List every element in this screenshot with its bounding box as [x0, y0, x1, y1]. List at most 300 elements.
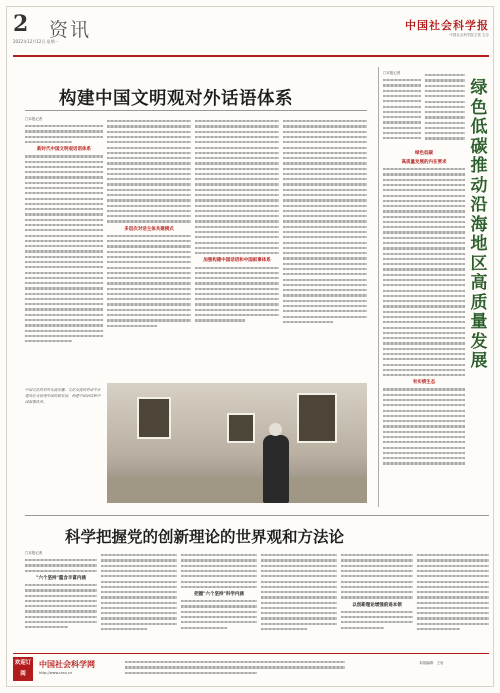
text-line — [341, 559, 413, 561]
article1-subhead-1: 新时代中国文明观话语体系 — [37, 147, 91, 153]
text-line — [417, 565, 489, 567]
text-line — [383, 132, 421, 134]
issue-date: 2022年12月12日 星期一 — [13, 39, 59, 44]
text-line — [383, 342, 465, 344]
brand-subtitle: 中国社会科学院主管 主办 — [449, 33, 489, 37]
text-line — [25, 287, 103, 289]
text-line — [107, 210, 191, 212]
text-line — [283, 242, 367, 244]
text-line — [283, 152, 367, 154]
text-line — [383, 111, 421, 113]
text-line — [25, 176, 103, 178]
text-line — [283, 252, 367, 254]
text-line — [383, 90, 421, 92]
text-line — [261, 591, 337, 593]
artwork-frame — [137, 397, 171, 439]
text-line — [383, 179, 465, 181]
text-line — [195, 303, 279, 305]
text-line — [417, 607, 489, 609]
text-line — [181, 581, 257, 583]
text-line — [341, 570, 413, 572]
text-line — [25, 589, 97, 591]
text-line — [25, 314, 103, 316]
text-line — [383, 415, 465, 417]
text-line — [283, 147, 367, 149]
text-line — [283, 136, 367, 138]
text-line — [25, 240, 103, 242]
section-rule — [25, 515, 489, 516]
text-line — [107, 303, 191, 305]
text-line — [383, 369, 465, 371]
text-line — [383, 305, 465, 307]
text-line — [283, 247, 367, 249]
text-line — [181, 575, 257, 577]
text-line — [283, 183, 367, 185]
text-line — [261, 612, 337, 614]
text-line — [195, 173, 279, 175]
text-line — [107, 256, 191, 258]
text-line — [425, 132, 465, 134]
text-line — [383, 284, 465, 286]
text-line — [25, 319, 103, 321]
text-line — [25, 245, 103, 247]
text-line — [107, 267, 191, 269]
text-line — [195, 319, 245, 321]
text-line — [417, 617, 489, 619]
text-line — [341, 554, 413, 556]
text-line — [107, 125, 191, 127]
text-line — [25, 282, 103, 284]
sidebar-vertical-title: 绿色低碳推动沿海地区高质量发展 — [470, 78, 488, 371]
text-line — [107, 147, 191, 149]
text-line — [25, 293, 103, 295]
text-line — [195, 178, 279, 180]
text-line — [125, 672, 257, 674]
headline-rule — [25, 110, 367, 111]
text-line — [417, 581, 489, 583]
article2-headline: 科学把握党的创新理论的世界观和方法论 — [65, 528, 345, 546]
article2-byline: □本报记者 — [25, 551, 43, 555]
artwork-frame — [227, 413, 255, 443]
article1-col-3 — [195, 117, 279, 325]
text-line — [107, 183, 191, 185]
text-line — [25, 208, 103, 210]
gallery-floor — [107, 477, 367, 503]
text-line — [383, 95, 421, 97]
text-line — [181, 600, 257, 602]
footer-editor: 本版编辑：王岩 — [419, 661, 444, 665]
text-line — [25, 261, 103, 263]
text-line — [25, 595, 97, 597]
text-line — [195, 220, 279, 222]
text-line — [181, 616, 257, 618]
article2-col-3 — [181, 551, 257, 632]
text-line — [425, 111, 465, 113]
text-line — [383, 205, 465, 207]
text-line — [417, 559, 489, 561]
text-line — [383, 311, 465, 313]
text-line — [417, 586, 489, 588]
text-line — [425, 137, 465, 139]
text-line — [195, 194, 279, 196]
text-line — [195, 236, 279, 238]
text-line — [283, 162, 367, 164]
text-line — [383, 189, 465, 191]
text-line — [341, 591, 413, 593]
text-line — [101, 591, 177, 593]
text-line — [283, 226, 367, 228]
text-line — [425, 95, 465, 97]
text-line — [283, 263, 367, 265]
text-line — [383, 353, 465, 355]
text-line — [25, 192, 103, 194]
text-line — [383, 274, 465, 276]
text-line — [101, 575, 177, 577]
text-line — [261, 581, 337, 583]
article2-col-1 — [25, 551, 97, 632]
text-line — [425, 90, 465, 92]
text-line — [383, 425, 465, 427]
text-line — [283, 173, 367, 175]
text-line — [25, 303, 103, 305]
text-line — [25, 125, 103, 127]
text-line — [283, 205, 367, 207]
text-line — [283, 157, 367, 159]
text-line — [383, 195, 465, 197]
text-line — [195, 293, 279, 295]
text-line — [107, 293, 191, 295]
subscribe-badge[interactable]: 欢迎订阅 — [13, 657, 33, 681]
text-line — [107, 272, 191, 274]
text-line — [283, 310, 367, 312]
text-line — [195, 288, 279, 290]
text-line — [195, 147, 279, 149]
text-line — [107, 277, 191, 279]
text-line — [101, 559, 177, 561]
text-line — [283, 220, 367, 222]
text-line — [181, 554, 257, 556]
footer-info — [125, 658, 345, 677]
text-line — [383, 420, 465, 422]
text-line — [25, 229, 103, 231]
text-line — [25, 136, 103, 138]
text-line — [383, 253, 465, 255]
text-line — [383, 231, 465, 233]
text-line — [283, 125, 367, 127]
text-line — [101, 565, 177, 567]
text-line — [261, 575, 337, 577]
text-line — [341, 565, 413, 567]
text-line — [283, 284, 367, 286]
text-line — [107, 205, 191, 207]
text-line — [383, 184, 465, 186]
text-line — [101, 628, 147, 630]
text-line — [383, 226, 465, 228]
text-line — [25, 166, 103, 168]
text-line — [383, 216, 465, 218]
text-line — [101, 581, 177, 583]
text-line — [383, 116, 421, 118]
text-line — [261, 570, 337, 572]
text-line — [25, 564, 97, 566]
article1-headline: 构建中国文明观对外话语体系 — [59, 89, 293, 109]
text-line — [383, 247, 465, 249]
text-line — [383, 327, 465, 329]
text-line — [425, 74, 465, 76]
text-line — [25, 161, 103, 163]
article2-col-6 — [417, 551, 489, 633]
text-line — [383, 237, 465, 239]
text-line — [101, 596, 177, 598]
article1-subhead-3: 加强构建中国话语和中国叙事体系 — [203, 258, 271, 264]
text-line — [417, 554, 489, 556]
text-line — [25, 335, 103, 337]
text-line — [25, 213, 103, 215]
text-line — [25, 308, 103, 310]
text-line — [425, 106, 465, 108]
text-line — [107, 141, 191, 143]
text-line — [283, 199, 367, 201]
masthead — [13, 11, 489, 55]
text-line — [383, 374, 465, 376]
text-line — [341, 581, 413, 583]
text-line — [107, 325, 157, 327]
text-line — [383, 332, 465, 334]
text-line — [181, 605, 257, 607]
text-line — [261, 596, 337, 598]
text-line — [341, 611, 413, 613]
text-line — [195, 199, 279, 201]
text-line — [283, 215, 367, 217]
text-line — [101, 617, 177, 619]
article2-col-2 — [101, 551, 177, 633]
section-title: 资讯 — [49, 19, 92, 41]
text-line — [107, 261, 191, 263]
text-line — [107, 314, 191, 316]
text-line — [107, 288, 191, 290]
text-line — [383, 316, 465, 318]
text-line — [181, 565, 257, 567]
text-line — [25, 616, 97, 618]
text-line — [383, 452, 465, 454]
text-line — [25, 256, 103, 258]
sidebar-col-1 — [383, 71, 421, 142]
text-line — [25, 266, 103, 268]
article1-subhead-2: 多层次对话主体共建模式 — [124, 226, 174, 232]
text-line — [261, 602, 337, 604]
text-line — [195, 242, 279, 244]
text-line — [383, 436, 465, 438]
text-line — [383, 84, 421, 86]
text-line — [283, 321, 333, 323]
sidebar-subhead-3: 有实绩生态 — [412, 380, 436, 386]
text-line — [107, 199, 191, 201]
text-line — [195, 189, 279, 191]
text-line — [383, 441, 465, 443]
text-line — [25, 610, 97, 612]
text-line — [195, 231, 279, 233]
text-line — [383, 279, 465, 281]
text-line — [283, 289, 367, 291]
text-line — [425, 101, 465, 103]
sidebar-subhead-2: 高质量发展的内在要求 — [401, 160, 447, 165]
text-line — [383, 358, 465, 360]
text-line — [195, 152, 279, 154]
text-line — [25, 605, 97, 607]
text-line — [25, 155, 103, 157]
text-line — [383, 137, 421, 139]
text-line — [181, 570, 257, 572]
text-line — [383, 79, 421, 81]
text-line — [383, 410, 465, 412]
text-line — [195, 226, 279, 228]
text-line — [101, 586, 177, 588]
text-line — [107, 240, 191, 242]
text-line — [417, 596, 489, 598]
visitor-head — [269, 423, 282, 436]
text-line — [195, 247, 279, 249]
text-line — [181, 559, 257, 561]
text-line — [195, 120, 279, 122]
text-line — [25, 203, 103, 205]
footer-brand: 中国社会科学网 — [39, 659, 95, 669]
text-line — [195, 267, 279, 269]
text-line — [261, 628, 307, 630]
text-line — [195, 215, 279, 217]
text-line — [195, 131, 279, 133]
text-line — [341, 575, 413, 577]
text-line — [195, 205, 279, 207]
text-line — [383, 447, 465, 449]
article-photo — [107, 383, 367, 503]
article1-col-1 — [25, 117, 103, 345]
text-line — [107, 173, 191, 175]
text-line — [283, 168, 367, 170]
text-line — [425, 127, 465, 129]
text-line — [101, 570, 177, 572]
text-line — [383, 263, 465, 265]
text-line — [283, 210, 367, 212]
text-line — [195, 314, 279, 316]
text-line — [25, 621, 97, 623]
text-line — [195, 162, 279, 164]
text-line — [107, 282, 191, 284]
text-line — [107, 194, 191, 196]
text-line — [383, 394, 465, 396]
text-line — [25, 277, 103, 279]
text-line — [341, 596, 413, 598]
text-line — [283, 279, 367, 281]
text-line — [107, 215, 191, 217]
text-line — [195, 252, 279, 254]
page-footer — [13, 653, 489, 685]
text-line — [25, 187, 103, 189]
photo-caption: 中国文化的对外交流传播，文化交流的对话平台建设应当体现中国的新发展，构建中国话语和中国叙事体系。 — [25, 388, 101, 404]
text-line — [383, 221, 465, 223]
text-line — [195, 277, 279, 279]
text-line — [181, 611, 257, 613]
article1-col-4 — [283, 117, 367, 326]
text-line — [195, 282, 279, 284]
text-line — [125, 661, 345, 663]
page-number: 2 — [13, 11, 29, 37]
text-line — [107, 136, 191, 138]
text-line — [101, 554, 177, 556]
text-line — [101, 623, 177, 625]
text-line — [417, 612, 489, 614]
artwork-frame — [297, 393, 337, 443]
text-line — [383, 168, 465, 170]
text-line — [383, 337, 465, 339]
text-line — [383, 242, 465, 244]
text-line — [283, 120, 367, 122]
text-line — [261, 554, 337, 556]
text-line — [25, 324, 103, 326]
text-line — [195, 210, 279, 212]
text-line — [283, 257, 367, 259]
text-line — [283, 300, 367, 302]
text-line — [107, 245, 191, 247]
text-line — [341, 621, 413, 623]
text-line — [283, 189, 367, 191]
text-line — [417, 591, 489, 593]
text-line — [195, 136, 279, 138]
text-line — [383, 388, 465, 390]
column-divider — [378, 67, 379, 507]
text-line — [195, 309, 279, 311]
text-line — [417, 628, 460, 630]
text-line — [25, 224, 103, 226]
text-line — [261, 586, 337, 588]
text-line — [417, 575, 489, 577]
article2-subhead-1: "六个坚持"蕴含丰富内涵 — [36, 575, 86, 581]
text-line — [283, 236, 367, 238]
text-line — [195, 168, 279, 170]
text-line — [25, 130, 103, 132]
footer-url[interactable]: http://www.cssn.cn — [39, 671, 73, 675]
text-line — [25, 235, 103, 237]
text-line — [195, 157, 279, 159]
text-line — [383, 258, 465, 260]
text-line — [383, 457, 465, 459]
text-line — [341, 627, 384, 629]
text-line — [107, 319, 191, 321]
text-line — [283, 316, 367, 318]
text-line — [25, 570, 97, 572]
text-line — [25, 219, 103, 221]
sidebar-body — [383, 147, 465, 468]
text-line — [25, 198, 103, 200]
article2-subhead-2: 把握"六个坚持"科学内涵 — [194, 592, 244, 598]
text-line — [383, 431, 465, 433]
text-line — [25, 182, 103, 184]
text-line — [417, 602, 489, 604]
text-line — [261, 559, 337, 561]
text-line — [101, 602, 177, 604]
text-line — [261, 607, 337, 609]
text-line — [25, 626, 68, 628]
text-line — [383, 106, 421, 108]
text-line — [25, 330, 103, 332]
text-line — [383, 173, 465, 175]
text-line — [283, 231, 367, 233]
text-line — [283, 268, 367, 270]
article2-col-5 — [341, 551, 413, 632]
text-line — [107, 309, 191, 311]
text-line — [425, 116, 465, 118]
article2-subhead-3: 以创新理论增强前进本领 — [352, 602, 402, 608]
text-line — [107, 131, 191, 133]
